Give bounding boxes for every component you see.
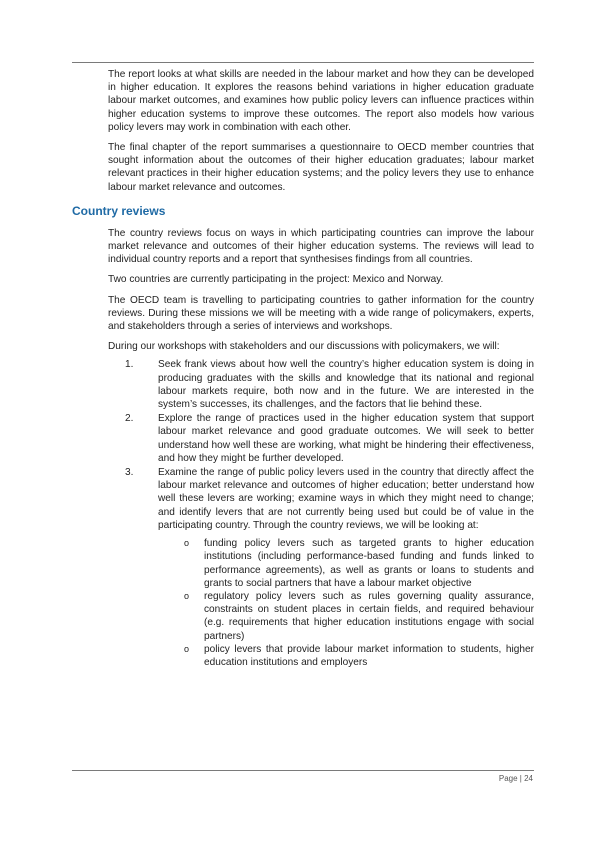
sub-list-item-text: regulatory policy levers such as rules governing quality assurance, constraints on student places in certain fields, and required behaviour (e.g. requirements that higher education institutions engage with social partners) [204, 590, 534, 642]
list-number: 1. [125, 359, 134, 371]
sub-list-item [184, 590, 534, 643]
reviews-paragraph-4: During our workshops with stakeholders and our discussions with policymakers, we will: [108, 341, 500, 353]
bullet-icon: o [184, 643, 190, 654]
page-body [72, 68, 534, 670]
list-item-text: Examine the range of public policy levers used in the country that directly affect the labour market relevance and outcomes of higher education; better understand how well these levers are working; examine ways in which they might need to change; and identify levers that are not currently being used but could be of value in the participating country. Through the country reviews, we will be looking at: [158, 467, 534, 531]
list-item [125, 412, 534, 465]
list-item-text: Seek frank views about how well the country’s higher education system is doing in producing graduates with the skills and knowledge that its national and regional labour markets require, both now and in the future. We are interested in the system’s successes, its challenges, and the factors that lie behind these. [158, 359, 534, 411]
sub-list-item [184, 643, 534, 669]
sub-list-item [184, 537, 534, 590]
list-item-text: Explore the range of practices used in the higher education system that support labour market relevance and good graduate outcomes. We will seek to better understand how well these are working, what might be hindering their effectiveness, and how they might be further developed. [158, 413, 534, 464]
list-number: 3. [125, 467, 134, 479]
list-item [125, 466, 534, 669]
bullet-icon: o [184, 538, 190, 549]
list-number: 2. [125, 413, 134, 425]
reviews-paragraph-2: Two countries are currently participating in the project: Mexico and Norway. [108, 274, 444, 286]
reviews-paragraph-1: The country reviews focus on ways in which participating countries can improve the labour market relevance and outcomes of their higher education systems. The reviews will lead to individual country reports and a report that synthesises findings from all countries. [108, 227, 534, 266]
intro-paragraph-2: The final chapter of the report summarises a questionnaire to OECD member countries that sought information about the outcomes of their higher education graduates; labour market relevant practices in their higher education systems; and the policy levers they use to enhance labour market relevance and outcomes. [108, 142, 534, 193]
sub-list-item-text: funding policy levers such as targeted grants to higher education institutions (including performance-based funding and funds linked to performance agreements), as well as grants or loans to students and grants to social partners that have a labour market objective [204, 538, 534, 589]
section-heading: Country reviews [72, 203, 166, 218]
header-rule [72, 62, 534, 63]
numbered-list [72, 358, 534, 669]
sub-list-item-text: policy levers that provide labour market information to students, higher education institutions and employers [204, 643, 534, 668]
list-item [125, 358, 534, 411]
reviews-paragraph-3: The OECD team is travelling to participating countries to gather information for the country reviews. During these missions we will be meeting with a wide range of policymakers, experts, and stakeholders through a series of interviews and workshops. [108, 294, 534, 333]
footer-rule [72, 770, 534, 771]
intro-paragraph-1: The report looks at what skills are needed in the labour market and how they can be developed in higher education. It explores the reasons behind variations in higher education graduate labour market outcomes, and examines how public policy levers can influence practices within higher education systems to improve these outcomes. The report also models how various policy levers may work in combination with each other. [108, 69, 534, 133]
sub-list [158, 537, 534, 669]
page-number: Page | 24 [498, 774, 533, 783]
bullet-icon: o [184, 590, 190, 601]
